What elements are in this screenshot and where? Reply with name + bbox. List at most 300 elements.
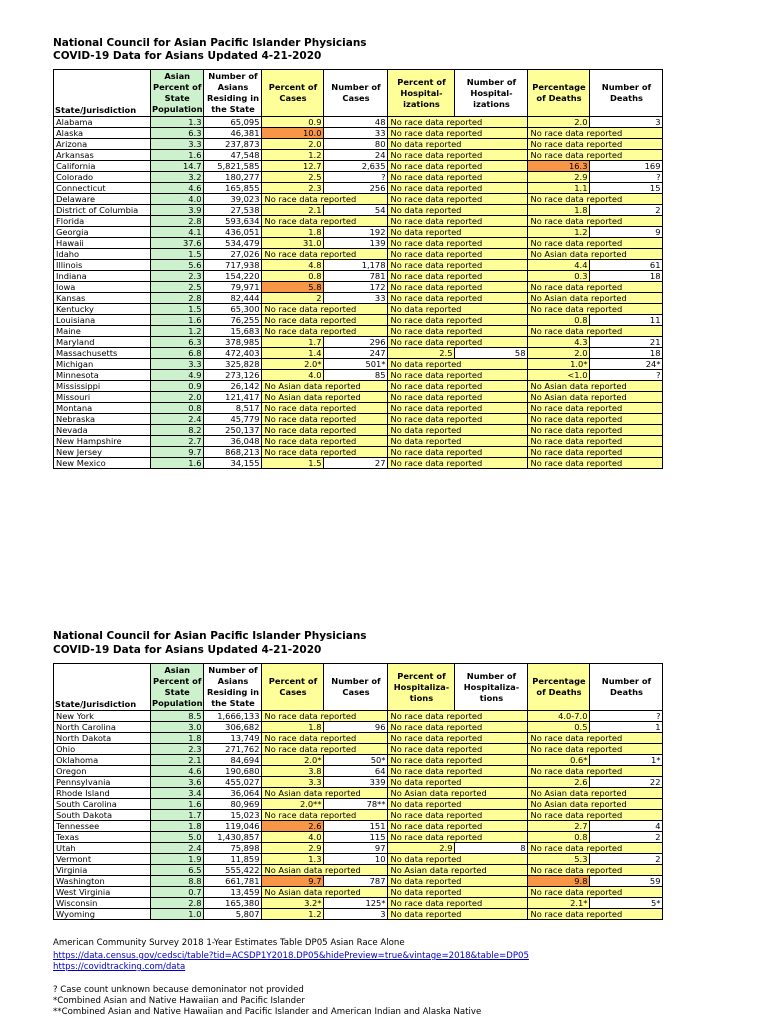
asian-percent-cell: 37.6 [151, 238, 204, 249]
asian-count-cell: 26,142 [204, 381, 262, 392]
state-name-cell: Utah [54, 843, 151, 854]
column-header: Number of Deaths [590, 70, 663, 117]
percent-hospitalizations-cell: No data reported [388, 425, 528, 436]
state-name-cell: Wyoming [54, 909, 151, 920]
percent-hospitalizations-cell: No race data reported [388, 832, 528, 843]
asian-count-cell: 5,821,585 [204, 161, 262, 172]
percent-cases-cell: 2.0** [262, 799, 324, 810]
asian-percent-cell: 1.0 [151, 909, 204, 920]
state-name-cell: Massachusetts [54, 348, 151, 359]
table-row [54, 128, 663, 139]
number-cases-cell: 33 [324, 293, 388, 304]
percent-deaths-cell: No Asian data reported [528, 381, 663, 392]
state-name-cell: Virginia [54, 865, 151, 876]
column-header: Number of Hospital-izations [455, 70, 528, 117]
asian-percent-cell: 3.3 [151, 359, 204, 370]
state-name-cell: Pennsylvania [54, 777, 151, 788]
asian-count-cell: 1,430,857 [204, 832, 262, 843]
number-deaths-cell: 2 [590, 205, 663, 216]
state-name-cell: Maryland [54, 337, 151, 348]
percent-deaths-cell: 1.0* [528, 359, 590, 370]
percent-deaths-cell: No race data reported [528, 238, 663, 249]
asian-count-cell: 46,381 [204, 128, 262, 139]
state-name-cell: New York [54, 711, 151, 722]
table-header-row [54, 70, 663, 117]
percent-deaths-cell: No race data reported [528, 733, 663, 744]
percent-hospitalizations-cell: No race data reported [388, 150, 528, 161]
asian-percent-cell: 1.5 [151, 249, 204, 260]
column-header: Number of Asians Residing in the State [204, 664, 262, 711]
percent-cases-cell: 1.7 [262, 337, 324, 348]
asian-percent-cell: 3.4 [151, 788, 204, 799]
asian-percent-cell: 2.8 [151, 293, 204, 304]
percent-deaths-cell: No race data reported [528, 436, 663, 447]
number-deaths-cell: ? [590, 711, 663, 722]
asian-count-cell: 36,064 [204, 788, 262, 799]
number-deaths-cell: 21 [590, 337, 663, 348]
state-name-cell: Rhode Island [54, 788, 151, 799]
number-deaths-cell: 5* [590, 898, 663, 909]
percent-hospitalizations-cell: No data reported [388, 799, 528, 810]
percent-cases-cell: 1.2 [262, 909, 324, 920]
number-cases-cell: 787 [324, 876, 388, 887]
percent-cases-cell: 2.0* [262, 359, 324, 370]
percent-deaths-cell: No race data reported [528, 447, 663, 458]
percent-hospitalizations-cell: 2.9 [388, 843, 455, 854]
percent-deaths-cell: No race data reported [528, 744, 663, 755]
percent-hospitalizations-cell: No data reported [388, 139, 528, 150]
number-deaths-cell: 169 [590, 161, 663, 172]
table-row [54, 205, 663, 216]
percent-hospitalizations-cell: No race data reported [388, 172, 528, 183]
percent-hospitalizations-cell: No race data reported [388, 128, 528, 139]
percent-cases-cell: No Asian data reported [262, 865, 388, 876]
number-cases-cell: 64 [324, 766, 388, 777]
asian-percent-cell: 0.7 [151, 887, 204, 898]
asian-percent-cell: 1.7 [151, 810, 204, 821]
percent-cases-cell: 4.8 [262, 260, 324, 271]
percent-hospitalizations-cell: No race data reported [388, 711, 528, 722]
table-row [54, 876, 663, 887]
percent-cases-cell: No Asian data reported [262, 392, 388, 403]
percent-hospitalizations-cell: No Asian data reported [388, 788, 528, 799]
source-note: American Community Survey 2018 1-Year Estimates Table DP05 Asian Race Alone [53, 938, 405, 948]
asian-percent-cell: 3.9 [151, 205, 204, 216]
state-name-cell: Vermont [54, 854, 151, 865]
percent-cases-cell: 1.3 [262, 854, 324, 865]
percent-deaths-cell: <1.0 [528, 370, 590, 381]
table-row [54, 865, 663, 876]
number-cases-cell: 125* [324, 898, 388, 909]
percent-deaths-cell: No Asian data reported [528, 392, 663, 403]
table-row [54, 458, 663, 469]
percent-deaths-cell: 0.3 [528, 271, 590, 282]
table-row [54, 282, 663, 293]
state-name-cell: California [54, 161, 151, 172]
column-header: Percent of Hospitaliza-tions [388, 664, 455, 711]
asian-percent-cell: 1.2 [151, 326, 204, 337]
percent-hospitalizations-cell: No data reported [388, 887, 528, 898]
number-cases-cell: 24 [324, 150, 388, 161]
number-deaths-cell: 4 [590, 821, 663, 832]
percent-deaths-cell: No race data reported [528, 194, 663, 205]
percent-hospitalizations-cell: No race data reported [388, 194, 528, 205]
percent-cases-cell: No race data reported [262, 326, 388, 337]
state-name-cell: New Mexico [54, 458, 151, 469]
percent-cases-cell: 2.3 [262, 183, 324, 194]
asian-percent-cell: 6.5 [151, 865, 204, 876]
table-row [54, 887, 663, 898]
state-name-cell: Wisconsin [54, 898, 151, 909]
number-cases-cell: 10 [324, 854, 388, 865]
number-cases-cell: 78** [324, 799, 388, 810]
asian-count-cell: 36,048 [204, 436, 262, 447]
page-title-2: National Council for Asian Pacific Islander Physicians [53, 630, 367, 642]
number-deaths-cell: 2 [590, 854, 663, 865]
covid-table-1 [53, 69, 663, 469]
percent-deaths-cell: 4.0-7.0 [528, 711, 590, 722]
percent-deaths-cell: 1.2 [528, 227, 590, 238]
number-cases-cell: 247 [324, 348, 388, 359]
asian-count-cell: 593,634 [204, 216, 262, 227]
state-name-cell: Indiana [54, 271, 151, 282]
percent-deaths-cell: 1.8 [528, 205, 590, 216]
asian-percent-cell: 4.9 [151, 370, 204, 381]
number-cases-cell: 1,178 [324, 260, 388, 271]
percent-deaths-cell: No race data reported [528, 766, 663, 777]
asian-percent-cell: 4.6 [151, 766, 204, 777]
asian-count-cell: 237,873 [204, 139, 262, 150]
asian-percent-cell: 2.4 [151, 843, 204, 854]
asian-count-cell: 534,479 [204, 238, 262, 249]
percent-cases-cell: 1.2 [262, 150, 324, 161]
number-deaths-cell: 15 [590, 183, 663, 194]
table-row [54, 414, 663, 425]
percent-cases-cell: 31.0 [262, 238, 324, 249]
percent-cases-cell: 1.8 [262, 227, 324, 238]
table-row [54, 909, 663, 920]
asian-percent-cell: 3.3 [151, 139, 204, 150]
footnote-double-star: **Combined Asian and Native Hawaiian and Pacific Islander and American Indian and Alaska Native [53, 1007, 482, 1017]
percent-hospitalizations-cell: No race data reported [388, 260, 528, 271]
column-header: Number of Asians Residing in the State [204, 70, 262, 117]
percent-cases-cell: No race data reported [262, 315, 388, 326]
number-cases-cell: 139 [324, 238, 388, 249]
percent-cases-cell: No race data reported [262, 304, 388, 315]
percent-hospitalizations-cell: No race data reported [388, 370, 528, 381]
asian-percent-cell: 1.3 [151, 117, 204, 128]
table-row [54, 249, 663, 260]
percent-deaths-cell: No race data reported [528, 326, 663, 337]
state-name-cell: Nevada [54, 425, 151, 436]
table-row [54, 403, 663, 414]
percent-cases-cell: 0.9 [262, 117, 324, 128]
percent-cases-cell: No race data reported [262, 249, 388, 260]
table-row [54, 777, 663, 788]
percent-cases-cell: 3.2* [262, 898, 324, 909]
state-name-cell: Louisiana [54, 315, 151, 326]
table-row [54, 898, 663, 909]
percent-cases-cell: No Asian data reported [262, 381, 388, 392]
state-name-cell: West Virginia [54, 887, 151, 898]
percent-hospitalizations-cell: No race data reported [388, 249, 528, 260]
asian-percent-cell: 8.8 [151, 876, 204, 887]
percent-deaths-cell: No race data reported [528, 128, 663, 139]
percent-hospitalizations-cell: No race data reported [388, 271, 528, 282]
asian-count-cell: 250,137 [204, 425, 262, 436]
table-row [54, 150, 663, 161]
table-row [54, 722, 663, 733]
percent-deaths-cell: No Asian data reported [528, 249, 663, 260]
percent-hospitalizations-cell: No race data reported [388, 821, 528, 832]
number-deaths-cell: 18 [590, 348, 663, 359]
percent-deaths-cell: No race data reported [528, 843, 663, 854]
state-name-cell: Arkansas [54, 150, 151, 161]
percent-deaths-cell: No race data reported [528, 216, 663, 227]
table-row [54, 359, 663, 370]
percent-deaths-cell: No race data reported [528, 403, 663, 414]
percent-cases-cell: No race data reported [262, 810, 388, 821]
table-row [54, 392, 663, 403]
asian-percent-cell: 1.6 [151, 458, 204, 469]
percent-deaths-cell: 4.3 [528, 337, 590, 348]
percent-deaths-cell: 0.5 [528, 722, 590, 733]
asian-count-cell: 13,749 [204, 733, 262, 744]
percent-cases-cell: No race data reported [262, 194, 388, 205]
asian-count-cell: 27,538 [204, 205, 262, 216]
percent-deaths-cell: No race data reported [528, 150, 663, 161]
table-row [54, 381, 663, 392]
percent-deaths-cell: 2.0 [528, 348, 590, 359]
asian-percent-cell: 6.3 [151, 128, 204, 139]
asian-count-cell: 27,026 [204, 249, 262, 260]
percent-hospitalizations-cell: No data reported [388, 876, 528, 887]
percent-hospitalizations-cell: No data reported [388, 359, 528, 370]
table-row [54, 326, 663, 337]
number-cases-cell: 256 [324, 183, 388, 194]
number-cases-cell: ? [324, 172, 388, 183]
number-deaths-cell: 18 [590, 271, 663, 282]
state-name-cell: Connecticut [54, 183, 151, 194]
percent-cases-cell: No race data reported [262, 403, 388, 414]
asian-count-cell: 165,380 [204, 898, 262, 909]
state-name-cell: Maine [54, 326, 151, 337]
number-deaths-cell: ? [590, 172, 663, 183]
percent-deaths-cell: 2.1* [528, 898, 590, 909]
percent-cases-cell: 2.6 [262, 821, 324, 832]
percent-hospitalizations-cell: No race data reported [388, 733, 528, 744]
state-name-cell: New Jersey [54, 447, 151, 458]
percent-hospitalizations-cell: No data reported [388, 304, 528, 315]
percent-deaths-cell: 0.8 [528, 315, 590, 326]
column-header: Number of Cases [324, 70, 388, 117]
asian-percent-cell: 1.5 [151, 304, 204, 315]
state-name-cell: North Dakota [54, 733, 151, 744]
percent-cases-cell: No race data reported [262, 414, 388, 425]
asian-count-cell: 82,444 [204, 293, 262, 304]
state-name-cell: Arizona [54, 139, 151, 150]
table-row [54, 810, 663, 821]
asian-percent-cell: 0.9 [151, 381, 204, 392]
asian-percent-cell: 2.5 [151, 282, 204, 293]
percent-cases-cell: 3.8 [262, 766, 324, 777]
percent-hospitalizations-cell: No race data reported [388, 766, 528, 777]
asian-count-cell: 11,859 [204, 854, 262, 865]
asian-percent-cell: 2.7 [151, 436, 204, 447]
percent-hospitalizations-cell: No race data reported [388, 293, 528, 304]
asian-count-cell: 80,969 [204, 799, 262, 810]
percent-hospitalizations-cell: No data reported [388, 854, 528, 865]
asian-percent-cell: 6.3 [151, 337, 204, 348]
number-cases-cell: 781 [324, 271, 388, 282]
percent-deaths-cell: No race data reported [528, 810, 663, 821]
asian-count-cell: 180,277 [204, 172, 262, 183]
covidtracking-link[interactable]: https://covidtracking.com/data [53, 962, 186, 972]
number-deaths-cell: 22 [590, 777, 663, 788]
number-deaths-cell: 61 [590, 260, 663, 271]
asian-percent-cell: 4.0 [151, 194, 204, 205]
number-cases-cell: 27 [324, 458, 388, 469]
percent-deaths-cell: No race data reported [528, 887, 663, 898]
table-row [54, 436, 663, 447]
asian-count-cell: 154,220 [204, 271, 262, 282]
percent-deaths-cell: 0.8 [528, 832, 590, 843]
asian-percent-cell: 4.1 [151, 227, 204, 238]
number-cases-cell: 85 [324, 370, 388, 381]
percent-cases-cell: 2.9 [262, 843, 324, 854]
table-row [54, 744, 663, 755]
percent-deaths-cell: No race data reported [528, 282, 663, 293]
footnote-question: ? Case count unknown because demoninator not provided [53, 985, 304, 995]
percent-cases-cell: 2.0 [262, 139, 324, 150]
number-cases-cell: 48 [324, 117, 388, 128]
percent-hospitalizations-cell: 2.5 [388, 348, 455, 359]
asian-count-cell: 13,459 [204, 887, 262, 898]
number-deaths-cell: 11 [590, 315, 663, 326]
asian-percent-cell: 2.3 [151, 271, 204, 282]
asian-percent-cell: 3.6 [151, 777, 204, 788]
asian-count-cell: 325,828 [204, 359, 262, 370]
asian-count-cell: 79,971 [204, 282, 262, 293]
percent-deaths-cell: 16.3 [528, 161, 590, 172]
percent-hospitalizations-cell: No race data reported [388, 161, 528, 172]
percent-cases-cell: 1.4 [262, 348, 324, 359]
column-header: State/Jurisdiction [54, 70, 151, 117]
percent-hospitalizations-cell: No race data reported [388, 183, 528, 194]
asian-percent-cell: 1.6 [151, 799, 204, 810]
percent-hospitalizations-cell: No Asian data reported [388, 865, 528, 876]
asian-count-cell: 8,517 [204, 403, 262, 414]
table-row [54, 766, 663, 777]
number-cases-cell: 97 [324, 843, 388, 854]
percent-deaths-cell: No race data reported [528, 458, 663, 469]
number-deaths-cell: 24* [590, 359, 663, 370]
table-row [54, 117, 663, 128]
percent-hospitalizations-cell: No race data reported [388, 315, 528, 326]
percent-cases-cell: No race data reported [262, 447, 388, 458]
percent-cases-cell: 12.7 [262, 161, 324, 172]
page-subtitle-2: COVID-19 Data for Asians Updated 4-21-2020 [53, 644, 322, 656]
percent-cases-cell: 5.8 [262, 282, 324, 293]
percent-hospitalizations-cell: No race data reported [388, 392, 528, 403]
percent-cases-cell: No Asian data reported [262, 788, 388, 799]
asian-count-cell: 378,985 [204, 337, 262, 348]
column-header: Percentage of Deaths [528, 664, 590, 711]
percent-cases-cell: No race data reported [262, 733, 388, 744]
column-header: Number of Hospitaliza-tions [455, 664, 528, 711]
table-row [54, 238, 663, 249]
covid-table-2 [53, 663, 663, 920]
state-name-cell: Ohio [54, 744, 151, 755]
number-deaths-cell: 1 [590, 722, 663, 733]
percent-deaths-cell: No race data reported [528, 425, 663, 436]
number-cases-cell: 96 [324, 722, 388, 733]
number-hospitalizations-cell: 8 [455, 843, 528, 854]
census-link[interactable]: https://data.census.gov/cedsci/table?tid=ACSDP1Y2018.DP05&hidePreview=true&vintage=2018&table=DP05 [53, 951, 529, 961]
asian-percent-cell: 8.5 [151, 711, 204, 722]
percent-hospitalizations-cell: No race data reported [388, 414, 528, 425]
percent-hospitalizations-cell: No race data reported [388, 337, 528, 348]
state-name-cell: North Carolina [54, 722, 151, 733]
number-deaths-cell: ? [590, 370, 663, 381]
number-deaths-cell: 1* [590, 755, 663, 766]
asian-percent-cell: 2.3 [151, 744, 204, 755]
asian-count-cell: 121,417 [204, 392, 262, 403]
asian-percent-cell: 6.8 [151, 348, 204, 359]
table-row [54, 271, 663, 282]
percent-cases-cell: 4.0 [262, 370, 324, 381]
table-row [54, 161, 663, 172]
asian-percent-cell: 2.1 [151, 755, 204, 766]
asian-percent-cell: 9.7 [151, 447, 204, 458]
asian-count-cell: 34,155 [204, 458, 262, 469]
percent-hospitalizations-cell: No race data reported [388, 898, 528, 909]
percent-deaths-cell: No Asian data reported [528, 799, 663, 810]
table-row [54, 821, 663, 832]
percent-cases-cell: 9.7 [262, 876, 324, 887]
table-row [54, 843, 663, 854]
percent-deaths-cell: 2.0 [528, 117, 590, 128]
page-subtitle: COVID-19 Data for Asians Updated 4-21-2020 [53, 50, 322, 62]
table-row [54, 799, 663, 810]
percent-cases-cell: 1.5 [262, 458, 324, 469]
asian-count-cell: 190,680 [204, 766, 262, 777]
asian-count-cell: 472,403 [204, 348, 262, 359]
percent-deaths-cell: No race data reported [528, 865, 663, 876]
percent-hospitalizations-cell: No race data reported [388, 282, 528, 293]
table-header-row [54, 664, 663, 711]
percent-deaths-cell: 1.1 [528, 183, 590, 194]
percent-deaths-cell: 2.9 [528, 172, 590, 183]
asian-count-cell: 65,095 [204, 117, 262, 128]
column-header: Asian Percent of State Population [151, 70, 204, 117]
table-row [54, 194, 663, 205]
page-title: National Council for Asian Pacific Islander Physicians [53, 37, 367, 49]
asian-percent-cell: 1.8 [151, 733, 204, 744]
percent-deaths-cell: No race data reported [528, 414, 663, 425]
column-header: State/Jurisdiction [54, 664, 151, 711]
table-row [54, 755, 663, 766]
table-row [54, 348, 663, 359]
state-name-cell: Washington [54, 876, 151, 887]
percent-cases-cell: 4.0 [262, 832, 324, 843]
table-row [54, 260, 663, 271]
percent-deaths-cell: 2.6 [528, 777, 590, 788]
column-header: Number of Deaths [590, 664, 663, 711]
percent-cases-cell: 1.8 [262, 722, 324, 733]
state-name-cell: District of Columbia [54, 205, 151, 216]
state-name-cell: Kentucky [54, 304, 151, 315]
